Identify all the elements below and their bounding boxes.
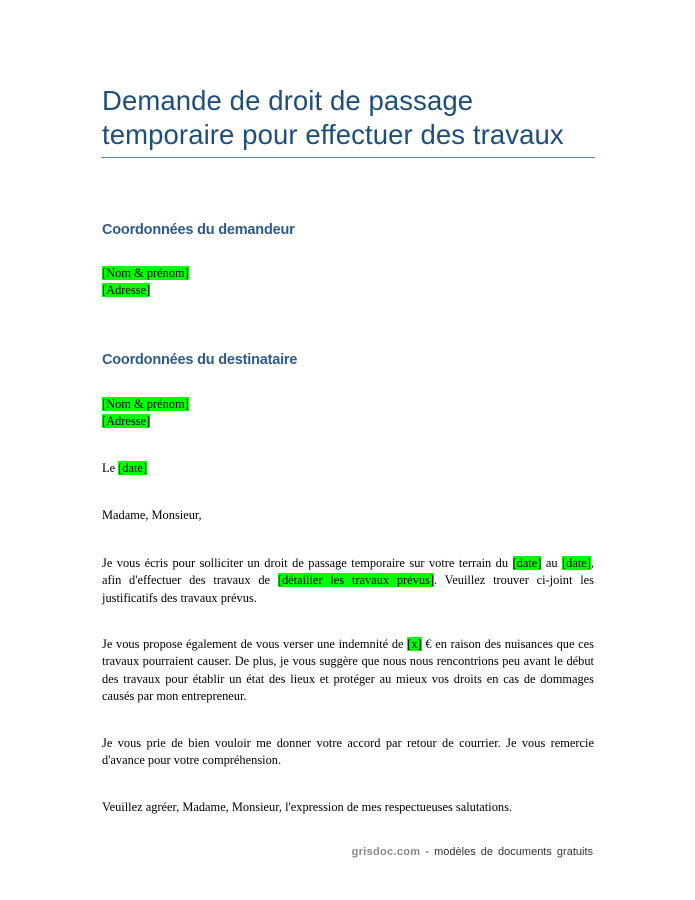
- salutation: Madame, Monsieur,: [102, 508, 202, 522]
- paragraph-1-part-2: au: [541, 556, 562, 570]
- footer-brand: grisdoc.com: [351, 846, 421, 858]
- sender-block: [102, 265, 594, 300]
- paragraph-1-part-3: , afin d'effectuer des travaux de: [102, 556, 594, 588]
- date-placeholder: [date]: [118, 461, 148, 475]
- sender-address-placeholder: [Adresse]: [102, 283, 151, 298]
- recipient-heading: Coordonnées du destinataire: [102, 352, 298, 368]
- paragraph-2: [102, 636, 594, 705]
- paragraph-2-part-2: € en raison des nuisances que ces travaux pourraient causer. De plus, je vous suggère que nous nous rencontrions peu avant le début des travaux pour établir un état des lieux et protéger au mieux vos droits en cas de dommages causés par mon entrepreneur.: [102, 637, 594, 703]
- closing-formula: Veuillez agréer, Madame, Monsieur, l'expression de mes respectueuses salutations.: [102, 800, 513, 814]
- amount-placeholder: [x]: [407, 637, 422, 651]
- recipient-address-placeholder: [Adresse]: [102, 414, 151, 429]
- date-line: [102, 460, 594, 477]
- paragraph-1-part-1: Je vous écris pour solliciter un droit de passage temporaire sur votre terrain du: [102, 556, 513, 570]
- works-placeholder: [détailler les travaux prévus]: [277, 573, 435, 588]
- paragraph-1: [102, 555, 594, 607]
- recipient-block: [102, 396, 594, 431]
- recipient-name-placeholder: [Nom & prénom]: [102, 397, 189, 411]
- document-title: [102, 84, 602, 152]
- sender-name-placeholder: [Nom & prénom]: [102, 266, 189, 280]
- footer-tagline: - modèles de documents gratuits: [420, 846, 593, 858]
- title-line-1: Demande de droit de passage: [102, 85, 474, 116]
- end-date-placeholder: [date]: [562, 556, 591, 570]
- paragraph-1-part-4: . Veuillez trouver ci-joint les justificatifs des travaux prévus.: [102, 573, 594, 605]
- paragraph-2-part-1: Je vous propose également de vous verser une indemnité de: [102, 637, 408, 651]
- sender-heading: Coordonnées du demandeur: [102, 222, 295, 238]
- date-prefix: Le: [102, 461, 119, 475]
- start-date-placeholder: [date]: [512, 556, 542, 570]
- footer: [352, 846, 593, 858]
- title-line-2: temporaire pour effectuer des travaux: [102, 119, 564, 150]
- title-underline: [101, 157, 595, 158]
- paragraph-3: Je vous prie de bien vouloir me donner votre accord par retour de courrier. Je vous remercie d'avance pour votre compréhension.: [102, 736, 594, 768]
